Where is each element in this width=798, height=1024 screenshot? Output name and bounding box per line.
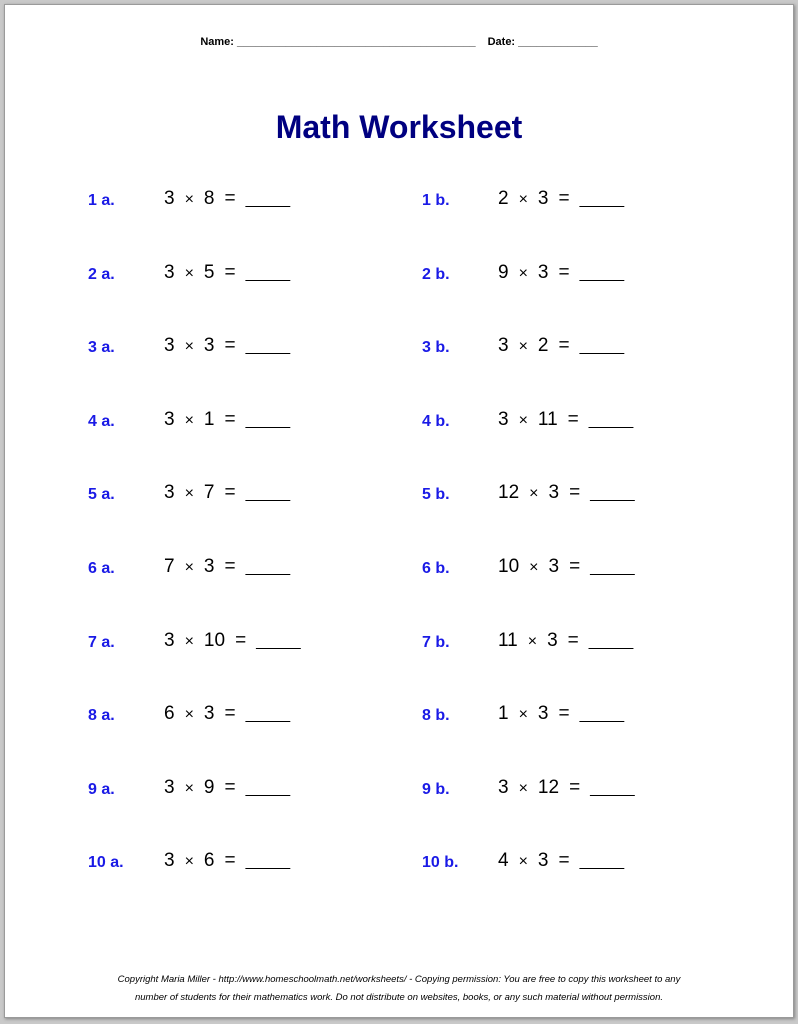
answer-blank[interactable]: _____ bbox=[245, 853, 291, 871]
answer-blank[interactable]: _____ bbox=[245, 411, 291, 429]
problem-label: 10 b. bbox=[422, 854, 459, 872]
operand-left: 3 bbox=[164, 482, 175, 504]
problem-label: 8 b. bbox=[422, 707, 450, 725]
answer-blank[interactable]: _____ bbox=[245, 191, 291, 208]
times-sign: × bbox=[184, 559, 194, 576]
operand-left: 10 bbox=[498, 556, 520, 577]
answer-blank[interactable]: _____ bbox=[245, 559, 291, 576]
answer-blank[interactable]: _____ bbox=[245, 338, 291, 356]
problem-expression bbox=[498, 777, 635, 799]
times-sign: × bbox=[184, 706, 194, 724]
equals-sign: = bbox=[235, 629, 247, 651]
problem-expression bbox=[498, 556, 635, 578]
problem-expression bbox=[164, 409, 290, 431]
equals-sign: = bbox=[558, 261, 570, 283]
operand-left: 2 bbox=[498, 188, 509, 209]
equals-sign: = bbox=[558, 850, 570, 872]
equals-sign: = bbox=[224, 482, 236, 504]
problem-expression bbox=[498, 409, 633, 431]
operand-left: 7 bbox=[164, 556, 175, 577]
problem-expression bbox=[164, 482, 290, 504]
operand-left: 3 bbox=[164, 188, 175, 209]
times-sign: × bbox=[184, 411, 194, 429]
problem-label: 1 b. bbox=[422, 192, 450, 209]
equals-sign: = bbox=[224, 335, 236, 357]
answer-blank[interactable]: _____ bbox=[245, 706, 291, 724]
operand-right: 3 bbox=[548, 556, 560, 577]
operand-left: 3 bbox=[164, 629, 175, 651]
equals-sign: = bbox=[224, 850, 236, 872]
operand-right: 10 bbox=[203, 629, 226, 651]
problem-label: 2 a. bbox=[88, 265, 115, 283]
answer-blank[interactable]: _____ bbox=[256, 632, 301, 650]
date-field-label: Date: _____________ bbox=[487, 36, 598, 48]
operand-left: 3 bbox=[498, 335, 509, 357]
equals-sign: = bbox=[567, 408, 579, 430]
equals-sign: = bbox=[224, 408, 236, 430]
operand-left: 3 bbox=[164, 776, 175, 798]
problem-expression bbox=[164, 556, 290, 578]
operand-left: 11 bbox=[498, 629, 518, 651]
times-sign: × bbox=[184, 779, 194, 797]
times-sign: × bbox=[184, 485, 194, 503]
operand-left: 3 bbox=[164, 850, 175, 872]
times-sign: × bbox=[518, 338, 528, 356]
operand-right: 5 bbox=[203, 261, 215, 283]
operand-left: 3 bbox=[498, 776, 509, 798]
equals-sign: = bbox=[567, 629, 579, 651]
answer-blank[interactable]: _____ bbox=[588, 632, 634, 650]
equals-sign: = bbox=[569, 482, 581, 504]
operand-right: 3 bbox=[537, 261, 549, 283]
operand-right: 9 bbox=[203, 776, 215, 798]
copyright-line-1: Copyright Maria Miller - http://www.homeschoolmath.net/worksheets/ - Copying permission: You are free to copy this worksheet to any bbox=[117, 974, 681, 985]
equals-sign: = bbox=[224, 703, 236, 725]
operand-right: 3 bbox=[203, 335, 215, 357]
equals-sign: = bbox=[224, 261, 236, 283]
answer-blank[interactable]: _____ bbox=[588, 411, 634, 429]
problem-label: 7 a. bbox=[88, 633, 115, 651]
problem-label: 10 a. bbox=[88, 854, 124, 872]
operand-left: 9 bbox=[498, 261, 509, 283]
problem-label: 4 b. bbox=[422, 412, 450, 430]
operand-right: 12 bbox=[537, 776, 560, 798]
times-sign: × bbox=[527, 632, 538, 650]
copyright-line-2: number of students for their mathematics work. Do not distribute on websites, books, or any such material without permission. bbox=[134, 992, 663, 1003]
times-sign: × bbox=[518, 411, 528, 429]
operand-right: 3 bbox=[537, 703, 549, 725]
times-sign: × bbox=[184, 632, 194, 650]
times-sign: × bbox=[184, 191, 194, 208]
operand-right: 3 bbox=[537, 188, 549, 209]
operand-left: 12 bbox=[498, 482, 520, 504]
equals-sign: = bbox=[569, 556, 581, 577]
problem-expression bbox=[164, 850, 290, 872]
times-sign: × bbox=[529, 485, 539, 503]
operand-right: 11 bbox=[537, 408, 558, 430]
operand-right: 7 bbox=[203, 482, 215, 504]
times-sign: × bbox=[184, 264, 194, 282]
answer-blank[interactable]: _____ bbox=[579, 706, 625, 724]
answer-blank[interactable]: _____ bbox=[590, 485, 635, 503]
problem-label: 5 b. bbox=[422, 486, 450, 504]
problem-label: 6 b. bbox=[422, 560, 450, 577]
operand-right: 3 bbox=[537, 850, 549, 872]
problem-label: 7 b. bbox=[422, 633, 450, 651]
answer-blank[interactable]: _____ bbox=[590, 779, 635, 797]
equals-sign: = bbox=[558, 703, 570, 725]
operand-left: 3 bbox=[164, 261, 175, 283]
operand-left: 6 bbox=[164, 703, 175, 725]
problem-label: 9 b. bbox=[422, 780, 450, 798]
problem-label: 5 a. bbox=[88, 486, 115, 504]
problem-label: 8 a. bbox=[88, 707, 115, 725]
answer-blank[interactable]: _____ bbox=[245, 779, 291, 797]
operand-right: 3 bbox=[203, 556, 215, 577]
problem-expression bbox=[498, 482, 635, 504]
problem-expression bbox=[498, 630, 633, 652]
answer-blank[interactable]: _____ bbox=[245, 264, 291, 282]
answer-blank[interactable]: _____ bbox=[579, 338, 625, 356]
page-title: Math Worksheet bbox=[275, 109, 523, 145]
equals-sign: = bbox=[558, 188, 570, 209]
times-sign: × bbox=[529, 559, 539, 576]
problem-label: 6 a. bbox=[88, 560, 115, 577]
equals-sign: = bbox=[569, 776, 581, 798]
times-sign: × bbox=[184, 853, 194, 871]
name-date-header bbox=[5, 36, 793, 48]
times-sign: × bbox=[518, 853, 528, 871]
problem-expression bbox=[164, 335, 290, 357]
operand-right: 3 bbox=[547, 629, 558, 651]
problem-expression bbox=[498, 335, 624, 357]
problem-label: 2 b. bbox=[422, 265, 450, 283]
problem-expression bbox=[164, 630, 301, 652]
problem-label: 3 a. bbox=[88, 339, 115, 357]
times-sign: × bbox=[518, 779, 528, 797]
operand-right: 3 bbox=[203, 703, 215, 725]
problem-expression bbox=[498, 188, 624, 210]
problem-expression bbox=[164, 777, 290, 799]
operand-right: 8 bbox=[203, 188, 215, 209]
times-sign: × bbox=[518, 264, 528, 282]
answer-blank[interactable]: _____ bbox=[245, 485, 291, 503]
equals-sign: = bbox=[224, 556, 236, 577]
operand-left: 3 bbox=[498, 408, 509, 430]
operand-right: 6 bbox=[203, 850, 215, 872]
answer-blank[interactable]: _____ bbox=[579, 853, 625, 871]
problem-expression bbox=[498, 850, 624, 872]
operand-left: 4 bbox=[498, 850, 509, 872]
operand-right: 1 bbox=[203, 408, 215, 430]
copyright-footer bbox=[5, 971, 793, 1007]
problem-label: 9 a. bbox=[88, 780, 115, 798]
problem-label: 1 a. bbox=[88, 192, 115, 209]
problem-expression bbox=[164, 188, 290, 210]
times-sign: × bbox=[518, 191, 528, 208]
problem-label: 4 a. bbox=[88, 412, 115, 430]
problem-expression bbox=[498, 262, 624, 284]
times-sign: × bbox=[518, 706, 528, 724]
equals-sign: = bbox=[224, 188, 236, 209]
equals-sign: = bbox=[558, 335, 570, 357]
operand-left: 3 bbox=[164, 335, 175, 357]
operand-left: 3 bbox=[164, 408, 175, 430]
answer-blank[interactable]: _____ bbox=[579, 191, 625, 208]
answer-blank[interactable]: _____ bbox=[590, 559, 635, 576]
operand-right: 2 bbox=[537, 335, 549, 357]
problem-expression bbox=[164, 262, 290, 284]
times-sign: × bbox=[184, 338, 194, 356]
operand-left: 1 bbox=[498, 703, 509, 725]
problem-expression bbox=[498, 703, 624, 725]
operand-right: 3 bbox=[548, 482, 560, 504]
name-field-label: Name: _______________________________________ bbox=[200, 36, 476, 48]
worksheet-page bbox=[4, 4, 794, 1018]
answer-blank[interactable]: _____ bbox=[579, 264, 625, 282]
equals-sign: = bbox=[224, 776, 236, 798]
problem-expression bbox=[164, 703, 290, 725]
problem-label: 3 b. bbox=[422, 339, 450, 357]
